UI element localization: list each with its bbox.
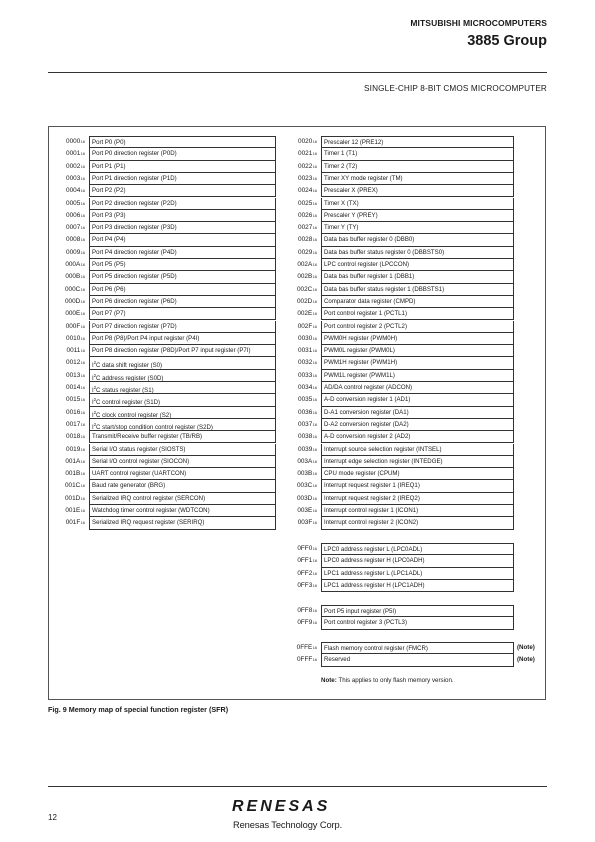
register-address: 0FF016: [297, 545, 317, 552]
register-address: 001716: [66, 420, 85, 428]
hex-subscript: 16: [312, 646, 317, 650]
register-address: 003A16: [297, 457, 317, 465]
hex-subscript: 16: [80, 275, 85, 280]
hex-subscript: 16: [312, 189, 317, 194]
register-name: Serialized IRQ request register (SERIRQ): [89, 517, 276, 529]
register-name: $I^2C$ status register (S1): [89, 382, 276, 394]
register-address: 003D16: [296, 494, 317, 502]
register-address: 002716: [298, 224, 317, 232]
hex-subscript: 16: [80, 299, 85, 304]
register-name: PWM0H register (PWM0H): [321, 333, 514, 345]
hex-subscript: 16: [312, 509, 317, 513]
register-address: 002416: [298, 187, 317, 195]
header-subtitle: SINGLE-CHIP 8-BIT CMOS MICROCOMPUTER: [364, 84, 547, 93]
register-name: Port P7 (P7): [89, 308, 276, 320]
register-name: Port P4 direction register (P4D): [89, 247, 276, 259]
register-name: D-A1 conversion register (DA1): [321, 407, 514, 419]
hex-subscript: 16: [312, 521, 317, 526]
hex-subscript: 16: [312, 213, 317, 218]
register-address: 000616: [66, 211, 85, 219]
register-address: 002216: [298, 162, 317, 170]
register-name: Port P1 direction register (P1D): [89, 173, 276, 185]
hex-subscript: 16: [80, 189, 85, 194]
hex-subscript: 16: [312, 559, 317, 564]
register-address: 0FFF16: [297, 656, 317, 664]
register-name: Port P7 direction register (P7D): [89, 321, 276, 333]
register-name: PWM1H register (PWM1H): [321, 357, 514, 369]
figure-caption: Fig. 9 Memory map of special function register (SFR): [48, 705, 229, 714]
hex-subscript: 16: [312, 435, 317, 440]
register-name: Data bas buffer register 1 (DBB1): [321, 271, 514, 283]
hex-subscript: 16: [312, 299, 317, 304]
register-address: 000816: [66, 236, 85, 244]
hex-subscript: 16: [80, 361, 85, 366]
register-name: CPU mode register (CPUM): [321, 468, 514, 480]
register-address: 000116: [66, 150, 85, 158]
hex-subscript: 16: [80, 263, 85, 267]
register-name: Transmit/Receive buffer register (TB/RB): [89, 431, 276, 443]
register-name: Port P3 (P3): [89, 210, 276, 222]
header-rule: [48, 72, 547, 73]
footnote: [321, 677, 454, 684]
register-address: 0FF916: [297, 619, 317, 627]
register-name: Prescaler Y (PREY): [321, 210, 514, 222]
hex-subscript: 16: [80, 349, 85, 354]
register-name: Timer XY mode register (TM): [321, 173, 514, 185]
register-address: 003516: [298, 396, 317, 404]
register-address: 000016: [66, 138, 85, 145]
register-address: 001F16: [65, 519, 85, 527]
page-number: 12: [48, 813, 57, 822]
hex-subscript: 16: [312, 386, 317, 390]
register-address: 000216: [66, 162, 85, 170]
hex-subscript: 16: [312, 201, 317, 206]
hex-subscript: 16: [80, 213, 85, 218]
register-name: Data bas buffer status register 0 (DBBSTS0): [321, 247, 514, 259]
register-address: 000516: [66, 199, 85, 207]
register-name: Port P5 input register (P5I): [321, 605, 514, 617]
hex-subscript: 16: [312, 621, 317, 626]
hex-subscript: 16: [312, 361, 317, 366]
footnote-text: This applies to only flash memory version.: [336, 677, 454, 684]
register-name: Timer Y (TY): [321, 222, 514, 234]
register-address: 0FF216: [297, 569, 317, 577]
register-name: $I^2C$ address register (S0D): [89, 370, 276, 382]
register-address: 002E16: [297, 310, 317, 318]
register-name: Interrupt control register 2 (ICON2): [321, 517, 514, 529]
register-name: LPC1 address register L (LPC1ADL): [321, 568, 514, 580]
register-name: Port P0 (P0): [89, 136, 276, 148]
register-address: 000416: [66, 187, 85, 195]
register-name: Port control register 1 (PCTL1): [321, 308, 514, 320]
register-address: 000B16: [65, 273, 85, 281]
hex-subscript: 16: [312, 472, 317, 477]
hex-subscript: 16: [312, 324, 317, 329]
hex-subscript: 16: [80, 201, 85, 206]
register-name: Serial I/O control register (SIOCON): [89, 456, 276, 468]
register-address: 000316: [66, 174, 85, 182]
renesas-logo-subtitle: Renesas Technology Corp.: [233, 820, 343, 830]
hex-subscript: 16: [80, 336, 85, 341]
hex-subscript: 16: [312, 250, 317, 255]
hex-subscript: 16: [312, 547, 317, 551]
register-name: Comparator data register (CMPD): [321, 296, 514, 308]
register-name: Interrupt edge selection register (INTEDGE): [321, 456, 514, 468]
register-address: 002816: [298, 236, 317, 244]
hex-subscript: 16: [312, 349, 317, 354]
register-address: 001816: [66, 433, 85, 441]
register-address: 000916: [66, 248, 85, 256]
hex-subscript: 16: [80, 287, 85, 292]
hex-subscript: 16: [80, 459, 85, 464]
register-address: 001D16: [64, 494, 85, 502]
hex-subscript: 16: [80, 410, 85, 415]
register-address: 002116: [298, 150, 317, 158]
register-name: Baud rate generator (BRG): [89, 480, 276, 492]
register-name: Interrupt request register 2 (IREQ2): [321, 493, 514, 505]
register-name: Prescaler X (PREX): [321, 185, 514, 197]
hex-subscript: 16: [312, 263, 317, 267]
hex-subscript: 16: [80, 386, 85, 390]
register-address: 003816: [298, 433, 317, 441]
register-name: UART control register (UARTCON): [89, 468, 276, 480]
hex-subscript: 16: [80, 164, 85, 169]
hex-subscript: 16: [80, 398, 85, 403]
register-name: Port P3 direction register (P3D): [89, 222, 276, 234]
register-address: 002616: [298, 211, 317, 219]
hex-subscript: 16: [312, 459, 317, 464]
register-name: Data bas buffer status register 1 (DBBSTS1): [321, 284, 514, 296]
hex-subscript: 16: [312, 658, 317, 663]
register-name: LPC0 address register L (LPC0ADL): [321, 543, 514, 555]
hex-subscript: 16: [80, 140, 85, 144]
register-address: 002516: [298, 199, 317, 207]
hex-subscript: 16: [312, 496, 317, 501]
register-name: $I^2C$ clock control register (S2): [89, 407, 276, 419]
hex-subscript: 16: [312, 164, 317, 169]
register-name: Serialized IRQ control register (SERCON): [89, 493, 276, 505]
register-address: 002916: [298, 248, 317, 256]
register-name: LPC0 address register H (LPC0ADH): [321, 555, 514, 567]
register-address: 002C16: [296, 285, 317, 293]
hex-subscript: 16: [80, 484, 85, 489]
register-name: Port P8 direction register (P8D)/Port P7 input register (P7I): [89, 345, 276, 357]
register-name: Timer 1 (T1): [321, 148, 514, 160]
hex-subscript: 16: [80, 521, 85, 526]
register-address: 003016: [298, 334, 317, 342]
register-address: 001C16: [64, 482, 85, 490]
register-address: 001116: [66, 347, 85, 355]
register-address: 003116: [298, 347, 317, 355]
register-address: 000E16: [65, 310, 85, 318]
register-address: 002B16: [297, 273, 317, 281]
hex-subscript: 16: [80, 435, 85, 440]
register-address: 002316: [298, 174, 317, 182]
register-address: 003216: [298, 359, 317, 367]
register-name: PWM0L register (PWM0L): [321, 345, 514, 357]
register-name: Port P2 (P2): [89, 185, 276, 197]
register-name: Port P1 (P1): [89, 161, 276, 173]
register-address: 000F16: [65, 322, 85, 330]
register-name: Port P5 direction register (P5D): [89, 271, 276, 283]
register-name: Port P6 direction register (P6D): [89, 296, 276, 308]
hex-subscript: 16: [80, 312, 85, 317]
hex-subscript: 16: [312, 152, 317, 157]
note-marker: (Note): [517, 644, 535, 651]
register-name: Interrupt request register 1 (IREQ1): [321, 480, 514, 492]
register-address: 003E16: [297, 507, 317, 514]
register-address: 001916: [66, 445, 85, 453]
register-name: PWM1L register (PWM1L): [321, 370, 514, 382]
hex-subscript: 16: [312, 287, 317, 292]
register-address: 003616: [298, 408, 317, 416]
register-name: D-A2 conversion register (DA2): [321, 419, 514, 431]
register-name: Serial I/O status register (SIOSTS): [89, 444, 276, 456]
register-name: LPC control register (LPCCON): [321, 259, 514, 271]
register-address: 003B16: [297, 470, 317, 478]
register-address: 001416: [66, 384, 85, 391]
register-name: Port P5 (P5): [89, 259, 276, 271]
hex-subscript: 16: [312, 275, 317, 280]
hex-subscript: 16: [312, 484, 317, 489]
register-name: Port P4 (P4): [89, 234, 276, 246]
register-address: 002A16: [297, 261, 317, 268]
hex-subscript: 16: [80, 324, 85, 329]
hex-subscript: 16: [80, 447, 85, 452]
hex-subscript: 16: [312, 583, 317, 588]
hex-subscript: 16: [312, 238, 317, 243]
register-name: Interrupt control register 1 (ICON1): [321, 505, 514, 517]
register-name: $I^2C$ start/stop condition control register (S2D): [89, 419, 276, 431]
register-address: 001B16: [65, 470, 85, 478]
register-address: 002F16: [297, 322, 317, 330]
register-address: 001E16: [65, 507, 85, 514]
hex-subscript: 16: [80, 422, 85, 427]
hex-subscript: 16: [312, 312, 317, 317]
hex-subscript: 16: [80, 373, 85, 378]
register-name: Interrupt source selection register (INTSEL): [321, 444, 514, 456]
hex-subscript: 16: [312, 226, 317, 231]
register-address: 003F16: [297, 519, 317, 527]
note-marker: (Note): [517, 656, 535, 664]
header-company: MITSUBISHI MICROCOMPUTERS: [410, 18, 547, 28]
hex-subscript: 16: [312, 410, 317, 415]
register-address: 001616: [66, 408, 85, 416]
footnote-label: Note:: [321, 677, 337, 684]
register-address: 003916: [298, 445, 317, 453]
register-address: 0FFE16: [296, 644, 317, 651]
hex-subscript: 16: [312, 398, 317, 403]
hex-subscript: 16: [80, 509, 85, 513]
register-address: 001016: [66, 334, 85, 342]
hex-subscript: 16: [312, 571, 317, 576]
renesas-logo: RENESAS: [232, 798, 331, 815]
register-name: Flash memory control register (FMCR): [321, 642, 514, 654]
register-address: 000A16: [65, 261, 85, 268]
register-address: 003716: [298, 420, 317, 428]
register-address: 0FF116: [297, 557, 317, 565]
register-name: A-D conversion register 1 (AD1): [321, 394, 514, 406]
register-name: $I^2C$ control register (S1D): [89, 394, 276, 406]
register-name: Watchdog timer control register (WDTCON): [89, 505, 276, 517]
register-address: 001516: [66, 396, 85, 404]
header-group: 3885 Group: [467, 33, 547, 49]
register-name: Prescaler 12 (PRE12): [321, 136, 514, 148]
hex-subscript: 16: [80, 176, 85, 181]
register-name: AD/DA control register (ADCON): [321, 382, 514, 394]
register-name: Timer 2 (T2): [321, 161, 514, 173]
register-address: 001A16: [65, 457, 85, 465]
footer-rule: [48, 786, 547, 787]
register-name: Timer X (TX): [321, 198, 514, 210]
hex-subscript: 16: [80, 250, 85, 255]
hex-subscript: 16: [80, 472, 85, 477]
hex-subscript: 16: [312, 373, 317, 378]
hex-subscript: 16: [80, 238, 85, 243]
register-name: Port P0 direction register (P0D): [89, 148, 276, 160]
register-name: Port P6 (P6): [89, 284, 276, 296]
hex-subscript: 16: [312, 447, 317, 452]
register-address: 003316: [298, 371, 317, 379]
register-address: 0FF316: [297, 581, 317, 589]
register-name: Data bas buffer register 0 (DBB0): [321, 234, 514, 246]
hex-subscript: 16: [312, 176, 317, 181]
hex-subscript: 16: [80, 152, 85, 157]
register-name: Port control register 3 (PCTL3): [321, 617, 514, 629]
hex-subscript: 16: [80, 496, 85, 501]
hex-subscript: 16: [80, 226, 85, 231]
hex-subscript: 16: [312, 336, 317, 341]
register-address: 000D16: [64, 297, 85, 305]
register-name: Port P8 (P8)/Port P4 input register (P4I): [89, 333, 276, 345]
register-name: LPC1 address register H (LPC1ADH): [321, 580, 514, 592]
hex-subscript: 16: [312, 422, 317, 427]
register-address: 003C16: [296, 482, 317, 490]
register-address: 000C16: [64, 285, 85, 293]
register-name: $I^2C$ data shift register (S0): [89, 357, 276, 369]
register-address: 002D16: [296, 297, 317, 305]
hex-subscript: 16: [312, 140, 317, 144]
register-name: Port P2 direction register (P2D): [89, 198, 276, 210]
register-address: 002016: [298, 138, 317, 145]
register-address: 0FF816: [297, 607, 317, 614]
register-name: A-D conversion register 2 (AD2): [321, 431, 514, 443]
register-name: Reserved: [321, 654, 514, 666]
register-address: 000716: [66, 224, 85, 232]
register-name: Port control register 2 (PCTL2): [321, 321, 514, 333]
register-address: 003416: [298, 384, 317, 391]
register-address: 001216: [66, 359, 85, 367]
register-address: 001316: [66, 371, 85, 379]
hex-subscript: 16: [312, 609, 317, 613]
